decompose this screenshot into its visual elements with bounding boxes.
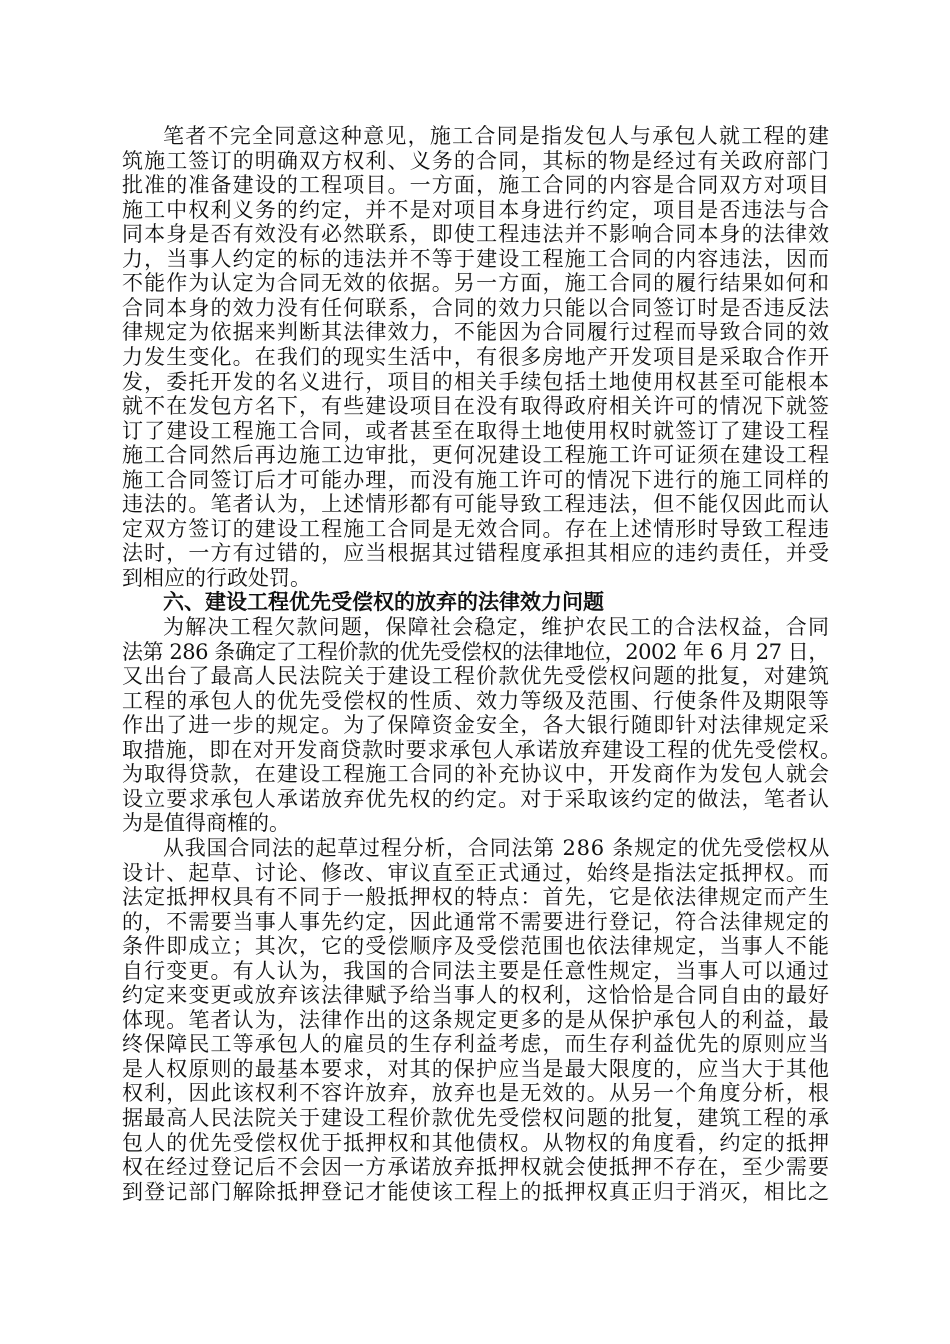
text-line: 据最高人民法院关于建设工程价款优先受偿权问题的批复，建筑工程的承: [122, 1106, 831, 1130]
text-line: 力，当事人约定的标的违法并不等于建设工程施工合同的内容违法，因而: [122, 246, 831, 271]
text-line: 权利，因此该权利不容许放弃，放弃也是无效的。从另一个角度分析，根: [122, 1081, 831, 1106]
text-line: 作出了进一步的规定。为了保障资金安全，各大银行随即针对法律规定采: [122, 713, 831, 738]
text-line: 条件即成立；其次，它的受偿顺序及受偿范围也依法律规定，当事人不能: [122, 934, 831, 959]
text-line: 施工合同然后再边施工边审批，更何况建设工程施工许可证须在建设工程: [122, 443, 831, 468]
text-line: 法时，一方有过错的，应当根据其过错程度承担其相应的违约责任，并受: [122, 541, 831, 566]
text-line: 违法的。笔者认为，上述情形都有可能导致工程违法，但不能仅因此而认: [122, 492, 831, 517]
text-line: 又出台了最高人民法院关于建设工程价款优先受偿权问题的批复，对建筑: [122, 664, 831, 689]
text-line: 合同本身的效力没有任何联系，合同的效力只能以合同签订时是否违反法: [122, 295, 831, 320]
text-line: 法第 286 条确定了工程价款的优先受偿权的法律地位，2002 年 6 月 27 日，: [122, 639, 829, 664]
text-line: 终保障民工等承包人的雇员的生存利益考虑，而生存利益优先的原则应当: [122, 1032, 831, 1057]
section-heading: 六、建设工程优先受偿权的放弃的法律效力问题: [163, 590, 604, 615]
text-line: 律规定为依据来判断其法律效力，不能因为合同履行过程而导致合同的效: [122, 320, 831, 345]
text-line: 订了建设工程施工合同，或者甚至在取得土地使用权时就签订了建设工程: [122, 418, 831, 443]
text-line: 工程的承包人的优先受偿权的性质、效力等级及范围、行使条件及期限等: [122, 688, 831, 713]
text-line: 自行变更。有人认为，我国的合同法主要是任意性规定，当事人可以通过: [122, 958, 831, 983]
text-line: 不能作为认定为合同无效的依据。另一方面，施工合同的履行结果如何和: [122, 271, 831, 296]
text-line: 法定抵押权具有不同于一般抵押权的特点：首先，它是依法律规定而产生: [122, 885, 831, 910]
text-line: 就不在发包方名下，有些建设项目在没有取得政府相关许可的情况下就签: [122, 394, 831, 419]
text-line: 发，委托开发的名义进行，项目的相关手续包括土地使用权甚至可能根本: [122, 369, 831, 394]
text-line: 定双方签订的建设工程施工合同是无效合同。存在上述情形时导致工程违: [122, 516, 831, 541]
text-line: 为取得贷款，在建设工程施工合同的补充协议中，开发商作为发包人就会: [122, 762, 831, 787]
text-line: 约定来变更或放弃该法律赋予给当事人的权利，这恰恰是合同自由的最好: [122, 983, 831, 1008]
text-line: 笔者不完全同意这种意见，施工合同是指发包人与承包人就工程的建: [163, 124, 831, 148]
text-line: 设立要求承包人承诺放弃优先权的约定。对于采取该约定的做法，笔者认: [122, 786, 831, 811]
text-line: 同本身是否有效没有必然联系，即使工程违法并不影响合同本身的法律效: [122, 222, 831, 247]
text-line: 的，不需要当事人事先约定，因此通常不需要进行登记，符合法律规定的: [122, 909, 831, 934]
text-line: 为解决工程欠款问题，保障社会稳定，维护农民工的合法权益，合同: [163, 615, 831, 639]
text-line: 施工合同签订后才可能办理，而没有施工许可的情况下进行的施工同样的: [122, 467, 831, 492]
text-line: 力发生变化。在我们的现实生活中，有很多房地产开发项目是采取合作开: [122, 344, 831, 369]
text-line: 设计、起草、讨论、修改、审议直至正式通过，始终是指法定抵押权。而: [122, 860, 831, 885]
text-line: 到相应的行政处罚。: [122, 565, 311, 590]
text-line: 是人权原则的最基本要求，对其的保护应当是最大限度的，应当大于其他: [122, 1056, 831, 1081]
text-line: 筑施工签订的明确双方权利、义务的合同，其标的物是经过有关政府部门: [122, 148, 831, 173]
text-line: 施工中权利义务的约定，并不是对项目本身进行约定，项目是否违法与合: [122, 197, 831, 222]
text-line: 权在经过登记后不会因一方承诺放弃抵押权就会使抵押不存在，至少需要: [122, 1155, 831, 1180]
text-line: 到登记部门解除抵押登记才能使该工程上的抵押权真正归于消灭，相比之: [122, 1179, 831, 1204]
text-line: 批准的准备建设的工程项目。一方面，施工合同的内容是合同双方对项目: [122, 173, 831, 198]
text-line: 从我国合同法的起草过程分析，合同法第 286 条规定的优先受偿权从: [163, 835, 831, 860]
text-line: 包人的优先受偿权优于抵押权和其他债权。从物权的角度看，约定的抵押: [122, 1130, 831, 1155]
text-line: 体现。笔者认为，法律作出的这条规定更多的是从保护承包人的利益，最: [122, 1007, 831, 1032]
text-line: 为是值得商榷的。: [122, 811, 290, 836]
text-line: 取措施，即在对开发商贷款时要求承包人承诺放弃建设工程的优先受偿权。: [122, 737, 842, 762]
